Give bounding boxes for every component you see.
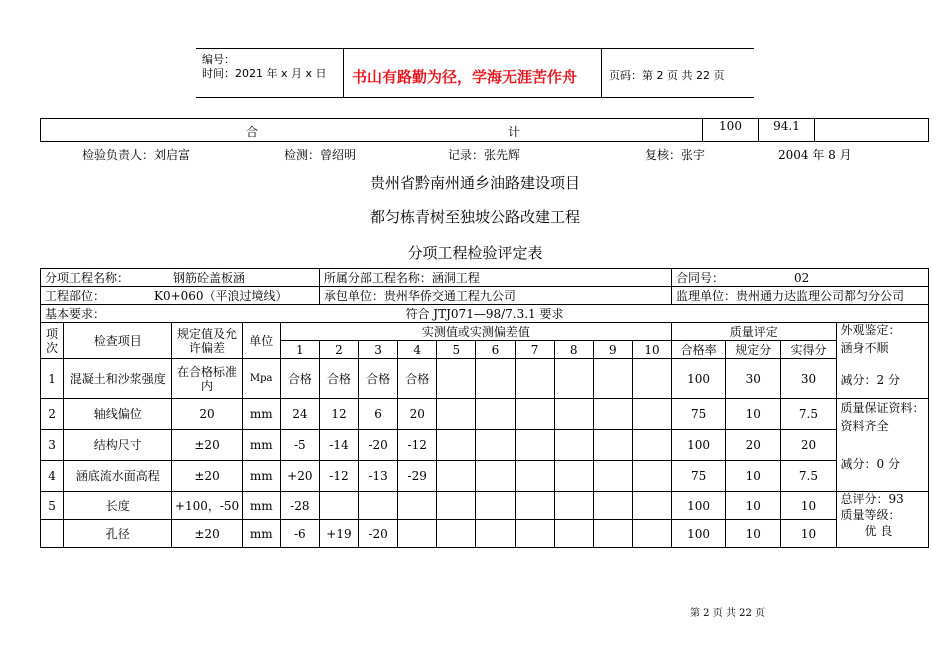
row-value: -14 (319, 430, 358, 461)
header-divider (601, 49, 602, 97)
quality-doc-cell (836, 399, 928, 492)
summary-table (40, 118, 929, 142)
row-item: 孔径 (64, 520, 172, 548)
total-score: 总评分：93 (840, 492, 904, 506)
row-value (476, 359, 515, 399)
measure-col: 2 (319, 341, 358, 359)
row-no: 3 (41, 430, 64, 461)
row-no: 2 (41, 399, 64, 430)
row-value (554, 492, 593, 520)
location-value: K0+060（平浪过境线） (154, 289, 288, 303)
col-header-measured: 实测值或实测偏差值 (280, 323, 671, 341)
contractor-cell: 承包单位：贵州华侨交通工程九公司 (319, 287, 671, 305)
measure-col: 5 (437, 341, 476, 359)
signature-date: 2004 年 8 月 (778, 148, 852, 162)
contract-value: 02 (794, 271, 810, 285)
row-spec-score: 10 (726, 399, 781, 430)
basic-requirement-cell (41, 305, 929, 323)
location-cell (41, 287, 320, 305)
row-pass-rate: 75 (672, 461, 726, 492)
row-no (41, 520, 64, 548)
row-pass-rate: 100 (672, 520, 726, 548)
row-item: 涵底流水面高程 (64, 461, 172, 492)
table-row (41, 359, 929, 399)
evaluation-table (40, 268, 929, 548)
title-line-2: 都匀栋青树至独坡公路改建工程 (369, 208, 580, 226)
row-value (437, 399, 476, 430)
row-value (632, 461, 671, 492)
row-value: 20 (398, 399, 437, 430)
subproject-label: 分项工程名称： (45, 270, 130, 285)
summary-total-max: 100 (703, 119, 759, 142)
table-row (41, 399, 929, 430)
row-item: 长度 (64, 492, 172, 520)
col-header-spec: 规定值及允许偏差 (172, 323, 242, 359)
row-value (593, 359, 632, 399)
row-value (359, 492, 398, 520)
reviewer-signature: 复核：张宇 (645, 148, 706, 162)
table-row (41, 430, 929, 461)
row-value (554, 399, 593, 430)
row-value (593, 461, 632, 492)
summary-empty (815, 119, 929, 142)
row-no: 1 (41, 359, 64, 399)
row-actual-score: 20 (781, 430, 836, 461)
total-grade-cell (836, 492, 928, 548)
row-spec: +100，-50 (172, 492, 242, 520)
row-spec-score: 30 (726, 359, 781, 399)
recorder-signature: 记录：张先辉 (448, 148, 521, 162)
row-value: -20 (359, 430, 398, 461)
quality-doc-deduction: 减分：0 分 (840, 457, 900, 471)
row-pass-rate: 75 (672, 399, 726, 430)
row-value: -12 (398, 430, 437, 461)
row-value: 合格 (280, 359, 319, 399)
title-line-3: 分项工程检验评定表 (407, 244, 543, 262)
row-item: 结构尺寸 (64, 430, 172, 461)
appearance-deduction: 减分：2 分 (840, 373, 900, 387)
row-spec-score: 10 (726, 492, 781, 520)
subproject-value: 钢筋砼盖板涵 (173, 271, 246, 285)
row-value (632, 430, 671, 461)
col-header-check-item: 检查项目 (64, 323, 172, 359)
row-actual-score: 7.5 (781, 399, 836, 430)
row-value (398, 520, 437, 548)
measure-col: 9 (593, 341, 632, 359)
appearance-label: 外观鉴定： (840, 323, 901, 337)
grade-label: 质量等级： (840, 508, 901, 522)
row-no: 5 (41, 492, 64, 520)
row-value (515, 359, 554, 399)
page-code: 页码：第 2 页 共 22 页 (609, 69, 725, 82)
grade-value: 优 良 (864, 524, 893, 538)
row-value (437, 430, 476, 461)
row-value: -13 (359, 461, 398, 492)
row-value (476, 399, 515, 430)
row-value (554, 430, 593, 461)
row-value (476, 461, 515, 492)
row-item: 混凝土和沙浆强度 (64, 359, 172, 399)
row-value: -12 (319, 461, 358, 492)
motto: 书山有路勤为径，学海无涯苦作舟 (352, 68, 578, 86)
row-value (437, 520, 476, 548)
row-value (437, 492, 476, 520)
row-unit: Mpa (242, 359, 280, 399)
row-value: +20 (280, 461, 319, 492)
row-unit: mm (242, 461, 280, 492)
table-row (41, 461, 929, 492)
row-spec: 在合格标准内 (172, 359, 242, 399)
document-header (196, 48, 754, 98)
row-value (554, 461, 593, 492)
row-unit: mm (242, 492, 280, 520)
row-spec-score: 10 (726, 520, 781, 548)
row-value: -6 (280, 520, 319, 548)
row-unit: mm (242, 520, 280, 548)
col-header-quality: 质量评定 (672, 323, 837, 341)
contract-label: 合同号： (676, 270, 725, 285)
col-header-actual-score: 实得分 (781, 341, 836, 359)
row-value: -28 (280, 492, 319, 520)
summary-char-ji: 计 (508, 125, 521, 139)
page-footer: 第 2 页 共 22 页 (690, 608, 765, 619)
contract-cell (672, 269, 929, 287)
row-actual-score: 10 (781, 520, 836, 548)
summary-label-cell (41, 119, 703, 142)
supervisor-cell: 监理单位：贵州通力达监理公司都匀分公司 (672, 287, 929, 305)
row-no: 4 (41, 461, 64, 492)
row-unit: mm (242, 399, 280, 430)
row-value (554, 359, 593, 399)
row-value (515, 492, 554, 520)
subproject-cell (41, 269, 320, 287)
row-value (632, 399, 671, 430)
row-spec: ±20 (172, 461, 242, 492)
col-header-pass-rate: 合格率 (672, 341, 726, 359)
row-value (398, 492, 437, 520)
row-value: -5 (280, 430, 319, 461)
measure-col: 10 (632, 341, 671, 359)
row-value (632, 520, 671, 548)
row-value (476, 520, 515, 548)
row-value: 6 (359, 399, 398, 430)
row-spec-score: 10 (726, 461, 781, 492)
measure-col: 6 (476, 341, 515, 359)
measure-col: 4 (398, 341, 437, 359)
row-value: 12 (319, 399, 358, 430)
row-value (632, 492, 671, 520)
appearance-cell (836, 323, 928, 399)
row-value (554, 520, 593, 548)
row-value: -20 (359, 520, 398, 548)
row-value: 合格 (359, 359, 398, 399)
row-value (437, 359, 476, 399)
row-value (515, 520, 554, 548)
title-line-1: 贵州省黔南州通乡油路建设项目 (369, 174, 580, 192)
row-value (515, 430, 554, 461)
quality-doc-label: 质量保证资料： (840, 401, 925, 415)
row-actual-score: 30 (781, 359, 836, 399)
basic-requirement-label: 基本要求： (45, 307, 106, 321)
measure-col: 3 (359, 341, 398, 359)
number-label: 编号： (202, 53, 235, 66)
quality-doc-value: 资料齐全 (840, 419, 889, 433)
measure-col: 8 (554, 341, 593, 359)
row-pass-rate: 100 (672, 492, 726, 520)
row-value (515, 399, 554, 430)
col-header-unit: 单位 (242, 323, 280, 359)
basic-requirement-value: 符合 JTJ071—98/7.3.1 要求 (405, 306, 564, 321)
row-value: 24 (280, 399, 319, 430)
table-row (41, 492, 929, 520)
appearance-value: 涵身不顺 (840, 341, 889, 355)
col-header-item-no: 项次 (41, 323, 64, 359)
row-value: -29 (398, 461, 437, 492)
row-spec: ±20 (172, 520, 242, 548)
row-value (476, 492, 515, 520)
header-time: 时间：2021 年 x 月 x 日 (202, 67, 327, 80)
inspector-signature: 检验负责人：刘启富 (82, 148, 191, 162)
row-value: 合格 (319, 359, 358, 399)
row-value (476, 430, 515, 461)
row-value (593, 520, 632, 548)
row-actual-score: 10 (781, 492, 836, 520)
row-value (319, 492, 358, 520)
row-unit: mm (242, 430, 280, 461)
row-value: +19 (319, 520, 358, 548)
row-value (515, 461, 554, 492)
row-spec: 20 (172, 399, 242, 430)
summary-total-score: 94.1 (759, 119, 815, 142)
row-spec: ±20 (172, 430, 242, 461)
header-divider (343, 49, 344, 97)
table-row (41, 520, 929, 548)
row-pass-rate: 100 (672, 430, 726, 461)
row-pass-rate: 100 (672, 359, 726, 399)
row-value: 合格 (398, 359, 437, 399)
row-value (437, 461, 476, 492)
col-header-spec-score: 规定分 (726, 341, 781, 359)
row-spec-score: 20 (726, 430, 781, 461)
summary-char-he: 合 (246, 125, 259, 139)
measure-col: 7 (515, 341, 554, 359)
row-value (593, 430, 632, 461)
row-item: 轴线偏位 (64, 399, 172, 430)
row-value (593, 399, 632, 430)
row-value (632, 359, 671, 399)
row-value (593, 492, 632, 520)
measure-col: 1 (280, 341, 319, 359)
row-actual-score: 7.5 (781, 461, 836, 492)
tester-signature: 检测：曾绍明 (284, 148, 357, 162)
location-label: 工程部位： (45, 288, 106, 303)
division-cell: 所属分部工程名称：涵洞工程 (319, 269, 671, 287)
